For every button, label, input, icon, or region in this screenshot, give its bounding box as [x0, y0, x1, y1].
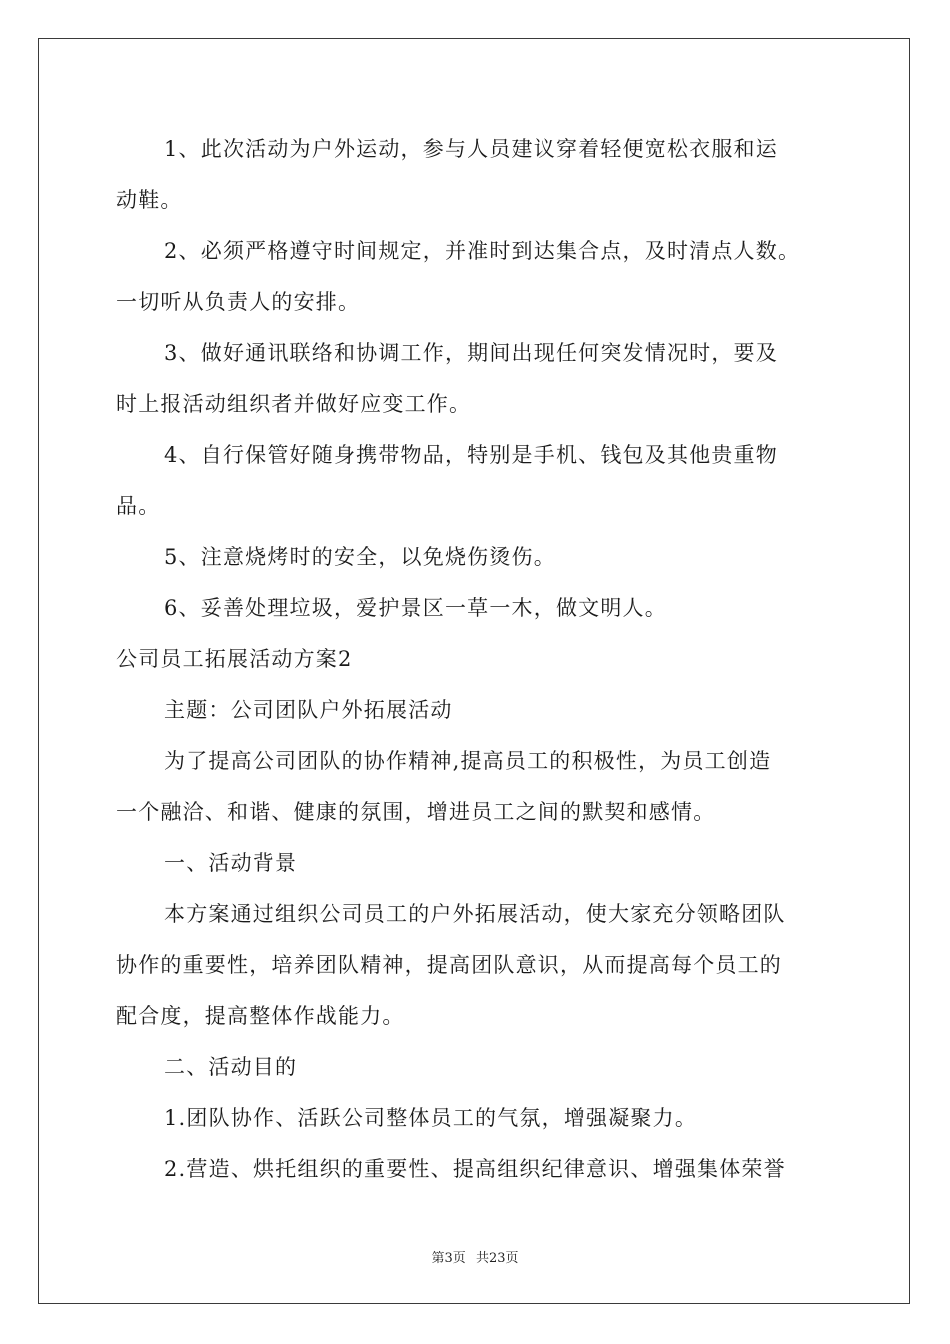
subsection-heading: 二、活动目的	[164, 1055, 298, 1079]
paragraph-line: 品。	[116, 494, 161, 518]
paragraph-line: 2.营造、烘托组织的重要性、提高组织纪律意识、增强集体荣誉	[164, 1157, 786, 1181]
paragraph-line: 1、此次活动为户外运动，参与人员建议穿着轻便宽松衣服和运	[164, 137, 778, 161]
paragraph-line: 主题：公司团队户外拓展活动	[164, 698, 453, 722]
paragraph-line: 1.团队协作、活跃公司整体员工的气氛，增强凝聚力。	[164, 1106, 698, 1130]
paragraph-line: 一个融洽、和谐、健康的氛围，增进员工之间的默契和感情。	[116, 800, 716, 824]
paragraph-line: 2、必须严格遵守时间规定，并准时到达集合点，及时清点人数。	[164, 239, 801, 263]
page-number: 第3页	[431, 1251, 466, 1266]
paragraph-line: 时上报活动组织者并做好应变工作。	[116, 392, 472, 416]
paragraph-line: 协作的重要性，培养团队精神，提高团队意识，从而提高每个员工的	[116, 953, 782, 977]
paragraph-line: 6、妥善处理垃圾，爱护景区一草一木，做文明人。	[164, 596, 667, 620]
subsection-heading: 一、活动背景	[164, 851, 298, 875]
paragraph-line: 本方案通过组织公司员工的户外拓展活动，使大家充分领略团队	[164, 902, 786, 926]
paragraph-line: 5、注意烧烤时的安全，以免烧伤烫伤。	[164, 545, 556, 569]
section-heading: 公司员工拓展活动方案2	[116, 647, 353, 671]
paragraph-line: 动鞋。	[116, 188, 183, 212]
paragraph-line: 一切听从负责人的安排。	[116, 290, 361, 314]
paragraph-line: 配合度，提高整体作战能力。	[116, 1004, 405, 1028]
paragraph-line: 3、做好通讯联络和协调工作，期间出现任何突发情况时，要及	[164, 341, 778, 365]
document-body	[116, 124, 846, 1195]
paragraph-line: 4、自行保管好随身携带物品，特别是手机、钱包及其他贵重物	[164, 443, 778, 467]
page-total: 共23页	[475, 1251, 519, 1266]
paragraph-line: 为了提高公司团队的协作精神,提高员工的积极性，为员工创造	[164, 749, 772, 773]
page-footer	[0, 1247, 950, 1266]
